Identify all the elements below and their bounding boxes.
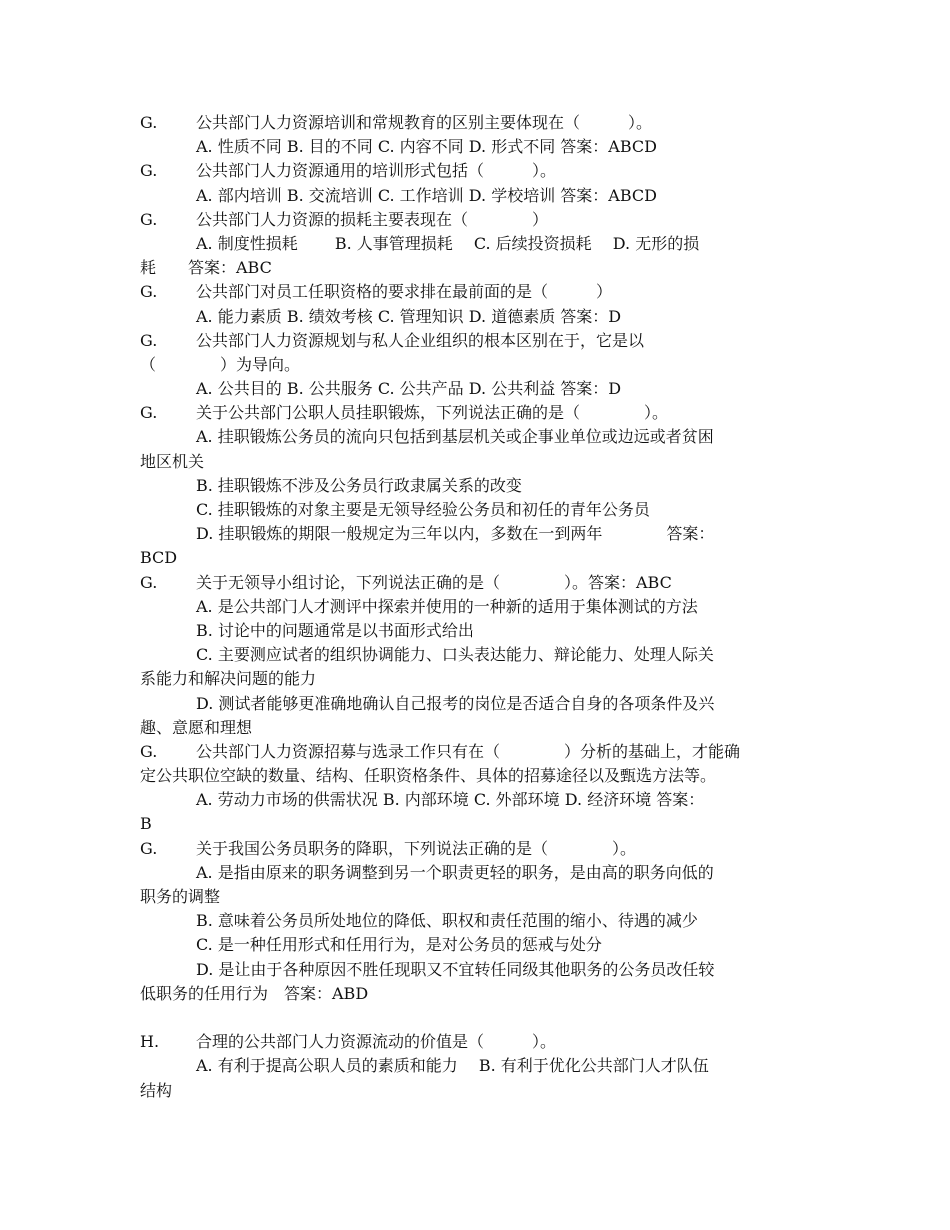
question-line [140, 208, 805, 232]
option-line: D. 测试者能够更准确地确认自己报考的岗位是否适合自身的各项条件及兴 [196, 693, 715, 713]
continuation-line: 地区机关 [140, 451, 205, 471]
question-line [140, 329, 805, 353]
option-line: A. 性质不同 B. 目的不同 C. 内容不同 D. 形式不同 答案：ABCD [196, 137, 657, 157]
question-letter: G. [140, 838, 158, 858]
option-line: B. 讨论中的问题通常是以书面形式给出 [196, 620, 474, 640]
continuation-line: 职务的调整 [140, 887, 221, 906]
question-line [140, 159, 805, 183]
continuation-line: 低职务的任用行为 答案：ABD [140, 983, 369, 1003]
question-text: 关于我国公务员职务的降职，下列说法正确的是（ ）。 [196, 838, 637, 858]
question-line [140, 1030, 805, 1054]
question-text: 公共部门人力资源招募与选录工作只有在（ ）分析的基础上，才能确 [196, 741, 741, 761]
question-letter: G. [140, 113, 158, 132]
option-line: A. 是指由原来的职务调整到另一个职责更轻的职务，是由高的职务向低的 [196, 862, 714, 882]
continuation-line: 趣、意愿和理想 [140, 717, 253, 737]
continuation-line: （ ）为导向。 [140, 354, 301, 374]
option-line: A. 能力素质 B. 绩效考核 C. 管理知识 D. 道德素质 答案：D [196, 306, 622, 326]
continuation-line: 耗 答案：ABC [140, 258, 272, 278]
question-text: 公共部门人力资源培训和常规教育的区别主要体现在（ ）。 [196, 113, 653, 132]
question-text: 合理的公共部门人力资源流动的价值是（ ）。 [196, 1032, 557, 1052]
option-line: A. 制度性损耗 B. 人事管理损耗 C. 后续投资损耗 D. 无形的损 [196, 233, 700, 253]
question-letter: G. [140, 403, 158, 423]
question-letter: G. [140, 741, 158, 761]
question-text: 公共部门对员工任职资格的要求排在最前面的是（ ） [196, 282, 613, 302]
option-line: A. 是公共部门人才测评中探索并使用的一种新的适用于集体测试的方法 [196, 596, 698, 616]
option-line: A. 部内培训 B. 交流培训 C. 工作培训 D. 学校培训 答案：ABCD [196, 185, 657, 205]
option-line: B. 意味着公务员所处地位的降低、职权和责任范围的缩小、待遇的减少 [196, 911, 698, 931]
option-line: C. 挂职锻炼的对象主要是无领导经验公务员和初任的青年公务员 [196, 500, 650, 519]
question-letter: G. [140, 330, 158, 350]
question-letter: G. [140, 161, 158, 181]
question-text: 关于公共部门公职人员挂职锻炼，下列说法正确的是（ ）。 [196, 403, 669, 423]
continuation-line: 定公共职位空缺的数量、结构、任职资格条件、具体的招募途径以及甄选方法等。 [140, 766, 717, 786]
question-line [140, 571, 805, 595]
question-text: 关于无领导小组讨论，下列说法正确的是（ ）。答案：ABC [196, 572, 672, 592]
question-text: 公共部门人力资源规划与私人企业组织的根本区别在于，它是以 [196, 330, 645, 350]
option-line: A. 公共目的 B. 公共服务 C. 公共产品 D. 公共利益 答案：D [196, 379, 622, 399]
option-line: D. 挂职锻炼的期限一般规定为三年以内，多数在一到两年 答案： [196, 524, 715, 544]
option-line: A. 有利于提高公职人员的素质和能力 B. 有利于优化公共部门人才队伍 [196, 1056, 709, 1076]
question-line [140, 280, 805, 304]
option-line: A. 挂职锻炼公务员的流向只包括到基层机关或企事业单位或边远或者贫困 [196, 427, 714, 447]
question-letter: G. [140, 572, 158, 592]
question-line [140, 401, 805, 425]
question-line [140, 740, 805, 764]
option-line: A. 劳动力市场的供需状况 B. 内部环境 C. 外部环境 D. 经济环境 答案： [196, 790, 705, 810]
option-line: D. 是让由于各种原因不胜任现职又不宜转任同级其他职务的公务员改任较 [196, 959, 715, 979]
question-letter: G. [140, 282, 158, 302]
question-text: 公共部门人力资源的损耗主要表现在（ ） [196, 209, 549, 229]
blank-line [140, 1006, 805, 1030]
continuation-line: B [140, 814, 152, 834]
question-line [140, 111, 805, 135]
option-line: C. 主要测应试者的组织协调能力、口头表达能力、辩论能力、处理人际关 [196, 645, 714, 665]
continuation-line: 系能力和解决问题的能力 [140, 669, 317, 689]
question-text: 公共部门人力资源通用的培训形式包括（ ）。 [196, 161, 557, 181]
continuation-line: BCD [140, 548, 178, 568]
option-line: C. 是一种任用形式和任用行为，是对公务员的惩戒与处分 [196, 935, 602, 955]
option-line: B. 挂职锻炼不涉及公务员行政隶属关系的改变 [196, 475, 522, 495]
question-list [140, 111, 805, 1103]
question-line [140, 837, 805, 861]
question-letter: H. [140, 1032, 160, 1052]
question-letter: G. [140, 209, 158, 229]
continuation-line: 结构 [140, 1080, 173, 1100]
